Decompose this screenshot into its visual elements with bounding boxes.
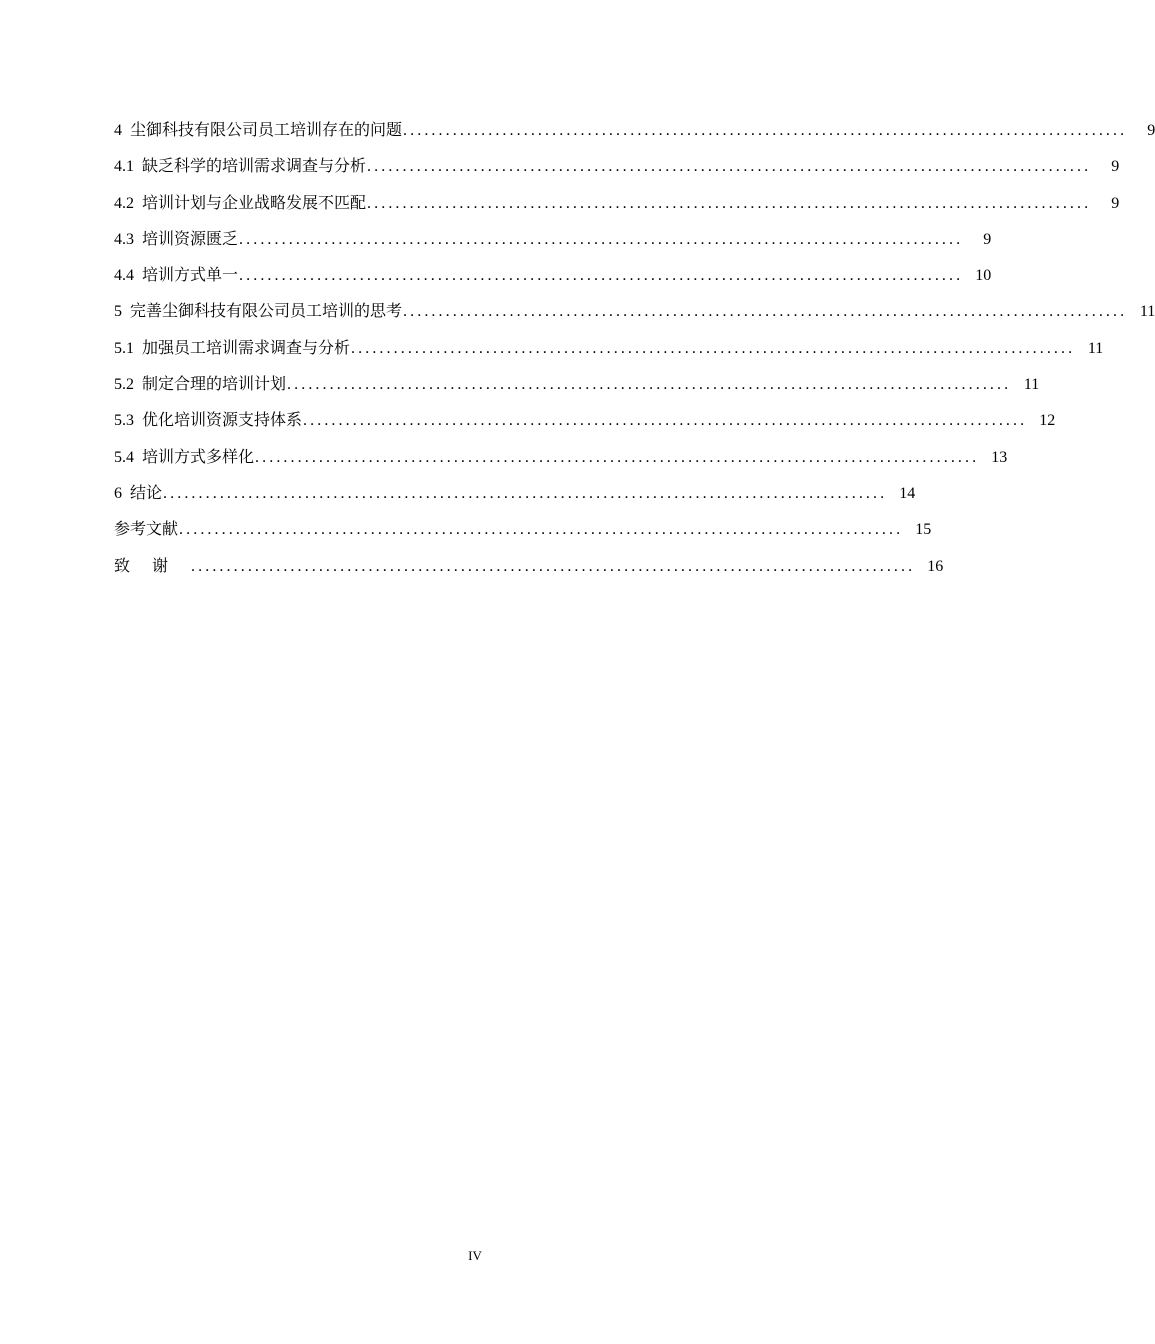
toc-entry-4[interactable] [114, 118, 1155, 154]
toc-entry-number: 5.4 [114, 448, 134, 466]
toc-entry-5-3[interactable] [114, 408, 1056, 444]
toc-leader-dots: ...................................................................................................... [403, 303, 1128, 321]
toc-entry-label: 培训方式单一 [142, 265, 239, 285]
toc-leader-dots: ...................................................................................................... [367, 158, 1092, 176]
toc-leader-dots: ...................................................................................................... [367, 194, 1092, 212]
toc-entry-number: 4.1 [114, 158, 134, 176]
toc-leader-dots: ...................................................................................................... [287, 376, 1012, 394]
toc-entry-number: 4.3 [114, 230, 134, 248]
toc-leader-dots: ...................................................................................................... [163, 484, 888, 502]
toc-entry-4-2[interactable] [114, 191, 1120, 227]
toc-entry-number: 6 [114, 484, 122, 502]
page-number: IV [468, 1248, 482, 1263]
toc-entry-label-text: 致谢 [114, 555, 191, 575]
toc-entry-5-4[interactable] [114, 445, 1008, 481]
toc-entry-label [114, 554, 190, 578]
toc-entry-page: 11 [1139, 303, 1155, 321]
toc-entry-label: 培训计划与企业战略发展不匹配 [142, 192, 367, 212]
toc-entry-page: 9 [1147, 122, 1155, 139]
toc-leader-dots: ...................................................................................................... [255, 448, 980, 466]
toc-entry-label: 参考文献 [114, 519, 179, 539]
table-of-contents [114, 118, 1155, 590]
toc-entry-references[interactable] [114, 517, 932, 553]
toc-entry-4-3[interactable] [114, 227, 992, 263]
toc-entry-number: 5.2 [114, 376, 134, 394]
toc-entry-page: 15 [915, 521, 932, 539]
toc-entry-page: 9 [983, 230, 992, 248]
toc-leader-dots: ...................................................................................................... [403, 122, 1128, 139]
toc-entry-label: 培训资源匮乏 [142, 228, 239, 248]
toc-entry-5-1[interactable] [114, 336, 1104, 372]
toc-entry-6[interactable] [114, 481, 916, 517]
toc-entry-number: 4 [114, 122, 122, 139]
toc-entry-number: 5.3 [114, 412, 134, 430]
toc-leader-dots: ...................................................................................................... [191, 557, 916, 575]
toc-entry-acknowledgements[interactable] [114, 554, 944, 590]
toc-entry-label: 尘御科技有限公司员工培训存在的问题 [130, 120, 403, 139]
toc-leader-dots: ...................................................................................................... [303, 412, 1028, 430]
toc-leader-dots: ...................................................................................................... [239, 230, 964, 248]
toc-entry-4-1[interactable] [114, 154, 1120, 190]
toc-entry-page: 16 [927, 557, 944, 575]
toc-entry-label: 加强员工培训需求调查与分析 [142, 337, 351, 357]
toc-entry-4-4[interactable] [114, 263, 992, 299]
toc-entry-label: 制定合理的培训计划 [142, 374, 287, 394]
toc-entry-5-2[interactable] [114, 372, 1040, 408]
toc-entry-page: 10 [975, 267, 992, 285]
toc-entry-label: 优化培训资源支持体系 [142, 410, 303, 430]
toc-entry-page: 13 [991, 448, 1008, 466]
toc-entry-label: 缺乏科学的培训需求调查与分析 [142, 156, 367, 176]
toc-entry-number: 4.2 [114, 194, 134, 212]
toc-entry-label: 完善尘御科技有限公司员工培训的思考 [130, 301, 403, 321]
toc-entry-page: 11 [1023, 376, 1040, 394]
toc-leader-dots: ...................................................................................................... [179, 521, 904, 539]
toc-leader-dots: ...................................................................................................... [239, 267, 964, 285]
toc-entry-label: 结论 [130, 482, 163, 502]
toc-entry-5[interactable] [114, 299, 1155, 335]
toc-entry-page: 9 [1111, 194, 1120, 212]
toc-entry-page: 14 [899, 484, 916, 502]
toc-entry-number: 5.1 [114, 339, 134, 357]
toc-entry-page: 11 [1087, 339, 1104, 357]
toc-entry-label: 培训方式多样化 [142, 446, 255, 466]
toc-entry-page: 9 [1111, 158, 1120, 176]
toc-entry-number: 4.4 [114, 267, 134, 285]
toc-entry-number: 5 [114, 303, 122, 321]
toc-leader-dots: ...................................................................................................... [351, 339, 1076, 357]
toc-entry-page: 12 [1039, 412, 1056, 430]
